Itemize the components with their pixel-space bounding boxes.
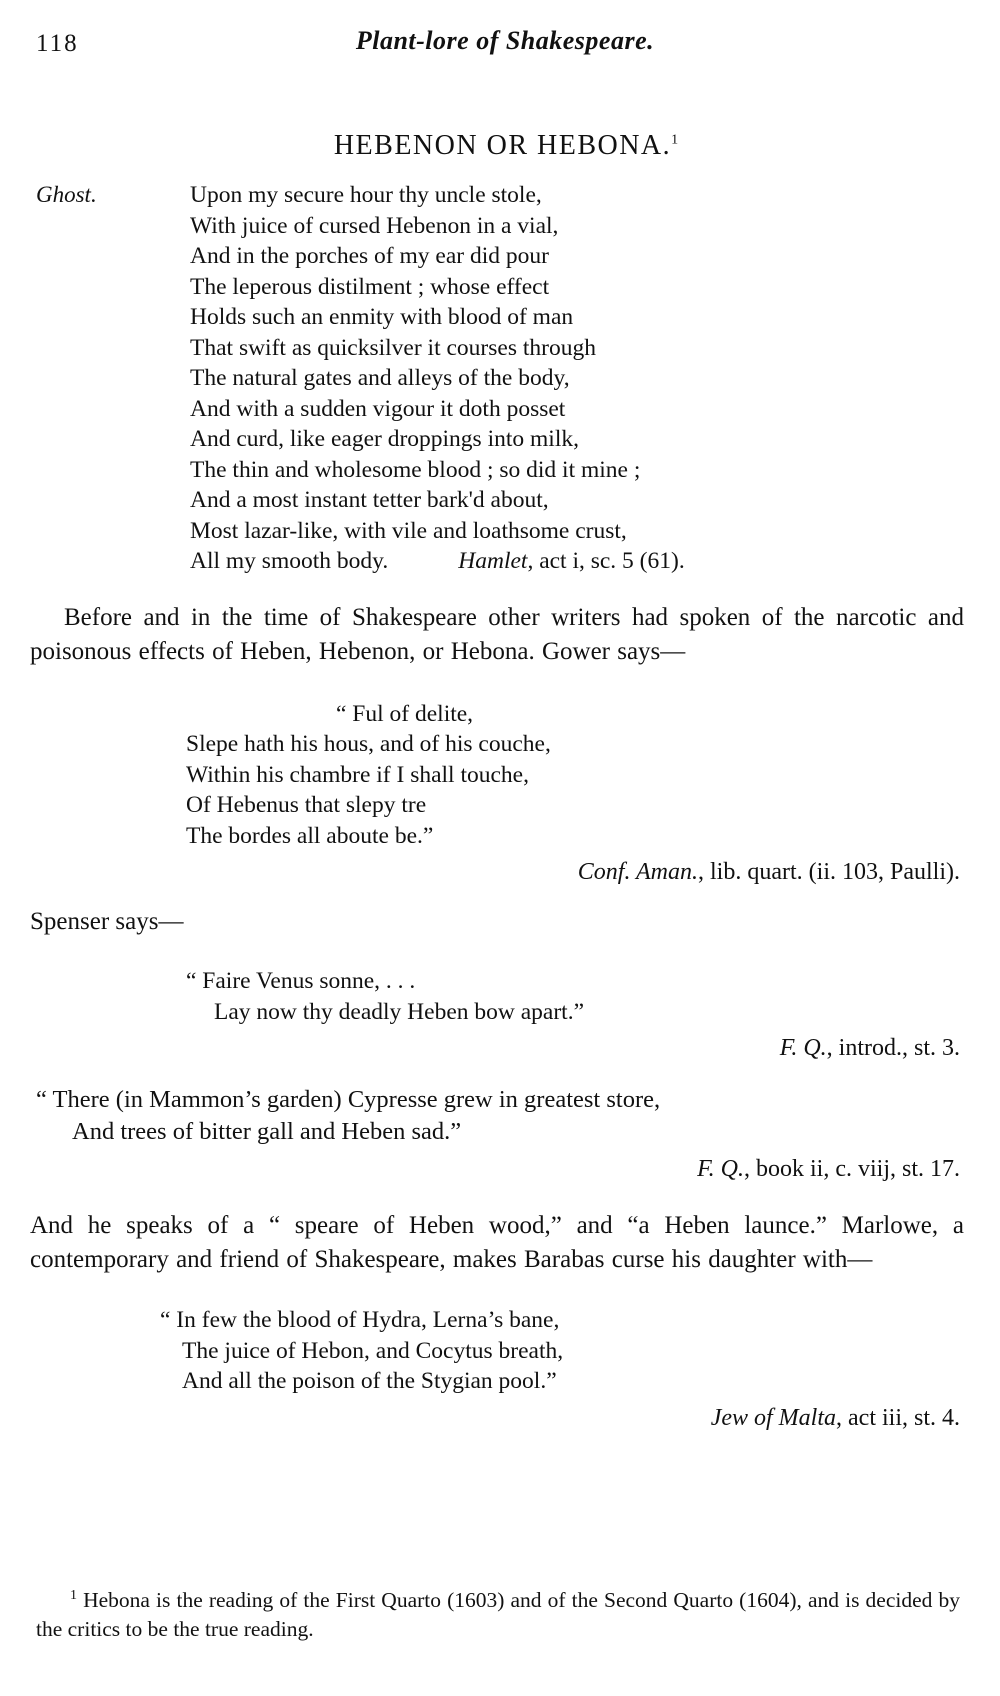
quote-line: Of Hebenus that slepy tre [186, 792, 427, 818]
attribution-reference: , lib. quart. (ii. 103, Paulli). [698, 859, 960, 885]
body-paragraph-1: Before and in the time of Shakespeare other writers had spoken of the narcotic and poisonous effects of Heben, Hebenon, or Hebona. Gower says— [30, 603, 964, 665]
quote-line: Slepe hath his hous, and of his couche, [186, 731, 551, 757]
quote-line: “ Ful of delite, [336, 700, 474, 727]
verse-line: The thin and wholesome blood ; so did it mine ; [190, 456, 641, 483]
verse-line: The natural gates and alleys of the body, [190, 365, 570, 391]
footnote-text: Hebona is the reading of the First Quarto (1603) and of the Second Quarto (1604), and is decided by the critics to be the true reading. [36, 1588, 960, 1641]
page-number: 118 [36, 30, 79, 57]
attribution-reference: , book ii, c. viij, st. 17. [744, 1156, 960, 1182]
quote-line: “ There (in Mammon’s garden) Cypresse grew in greatest store, [36, 1086, 661, 1113]
verse-line: Holds such an enmity with blood of man [190, 304, 574, 330]
marlowe-quotation [0, 1305, 1000, 1397]
quote-line: The juice of Hebon, and Cocytus breath, [182, 1337, 564, 1364]
verse-line: The leperous distilment ; whose effect [190, 273, 550, 300]
verse-lines [190, 180, 1000, 577]
verse-line: And in the porches of my ear did pour [190, 243, 549, 269]
attribution-title: F. Q. [779, 1035, 827, 1061]
citation-title: Hamlet [458, 548, 528, 574]
gower-quotation [0, 699, 1000, 852]
attribution-reference: , act iii, st. 4. [836, 1404, 960, 1431]
hamlet-quotation [0, 180, 1000, 577]
quote-line: “ Faire Venus sonne, . . . [186, 968, 416, 994]
quote-line: And trees of bitter gall and Heben sad.” [72, 1118, 462, 1145]
verse-line: That swift as quicksilver it courses through [190, 334, 596, 361]
quote-line: “ In few the blood of Hydra, Lerna’s bane, [160, 1307, 560, 1333]
spenser-quotation-1 [0, 966, 1000, 1027]
spenser-attribution-2 [0, 1156, 960, 1183]
marlowe-attribution [0, 1405, 960, 1432]
attribution-title: Jew of Malta [710, 1404, 837, 1431]
verse-line-with-citation [190, 546, 1000, 577]
spenser-attribution-1 [0, 1035, 960, 1062]
verse-line: And with a sudden vigour it doth posset [190, 395, 566, 422]
footnote-marker-heading: 1 [671, 132, 679, 148]
attribution-title: Conf. Aman. [577, 859, 699, 885]
quote-line: Within his chambre if I shall touche, [186, 761, 529, 788]
body-paragraph-2: And he speaks of a “ speare of Heben wood,” and “a Heben launce.” Marlowe, a contemporary and friend of Shakespeare, makes Barabas curse his daughter with— [30, 1212, 964, 1273]
spenser-lead-in: Spenser says— [30, 908, 184, 935]
footnote-marker: 1 [70, 1587, 77, 1603]
verse-line: And curd, like eager droppings into milk, [190, 426, 579, 452]
verse-line: And a most instant tetter bark'd about, [190, 487, 549, 513]
document-page [0, 26, 1000, 1696]
quote-line: The bordes all aboute be.” [186, 822, 434, 849]
section-heading-text: HEBENON OR HEBONA. [333, 130, 672, 161]
gower-attribution [0, 859, 960, 886]
verse-line-last: All my smooth body. [190, 548, 389, 574]
attribution-reference: , introd., st. 3. [826, 1035, 960, 1061]
speaker-label: Ghost. [36, 182, 97, 207]
section-heading [0, 130, 1000, 162]
verse-line: Most lazar-like, with vile and loathsome crust, [190, 517, 627, 544]
quote-line: And all the poison of the Stygian pool.” [182, 1368, 557, 1394]
quote-line: Lay now thy deadly Heben bow apart.” [214, 998, 584, 1025]
attribution-title: F. Q. [697, 1156, 744, 1182]
running-head [0, 26, 1000, 72]
running-head-title: Plant-lore of Shakespeare. [355, 26, 655, 55]
spenser-quotation-2 [36, 1084, 964, 1148]
verse-line: Upon my secure hour thy uncle stole, [190, 182, 542, 208]
verse-line: With juice of cursed Hebenon in a vial, [190, 212, 559, 239]
footnote [36, 1581, 960, 1644]
citation-reference: , act i, sc. 5 (61). [527, 548, 685, 574]
